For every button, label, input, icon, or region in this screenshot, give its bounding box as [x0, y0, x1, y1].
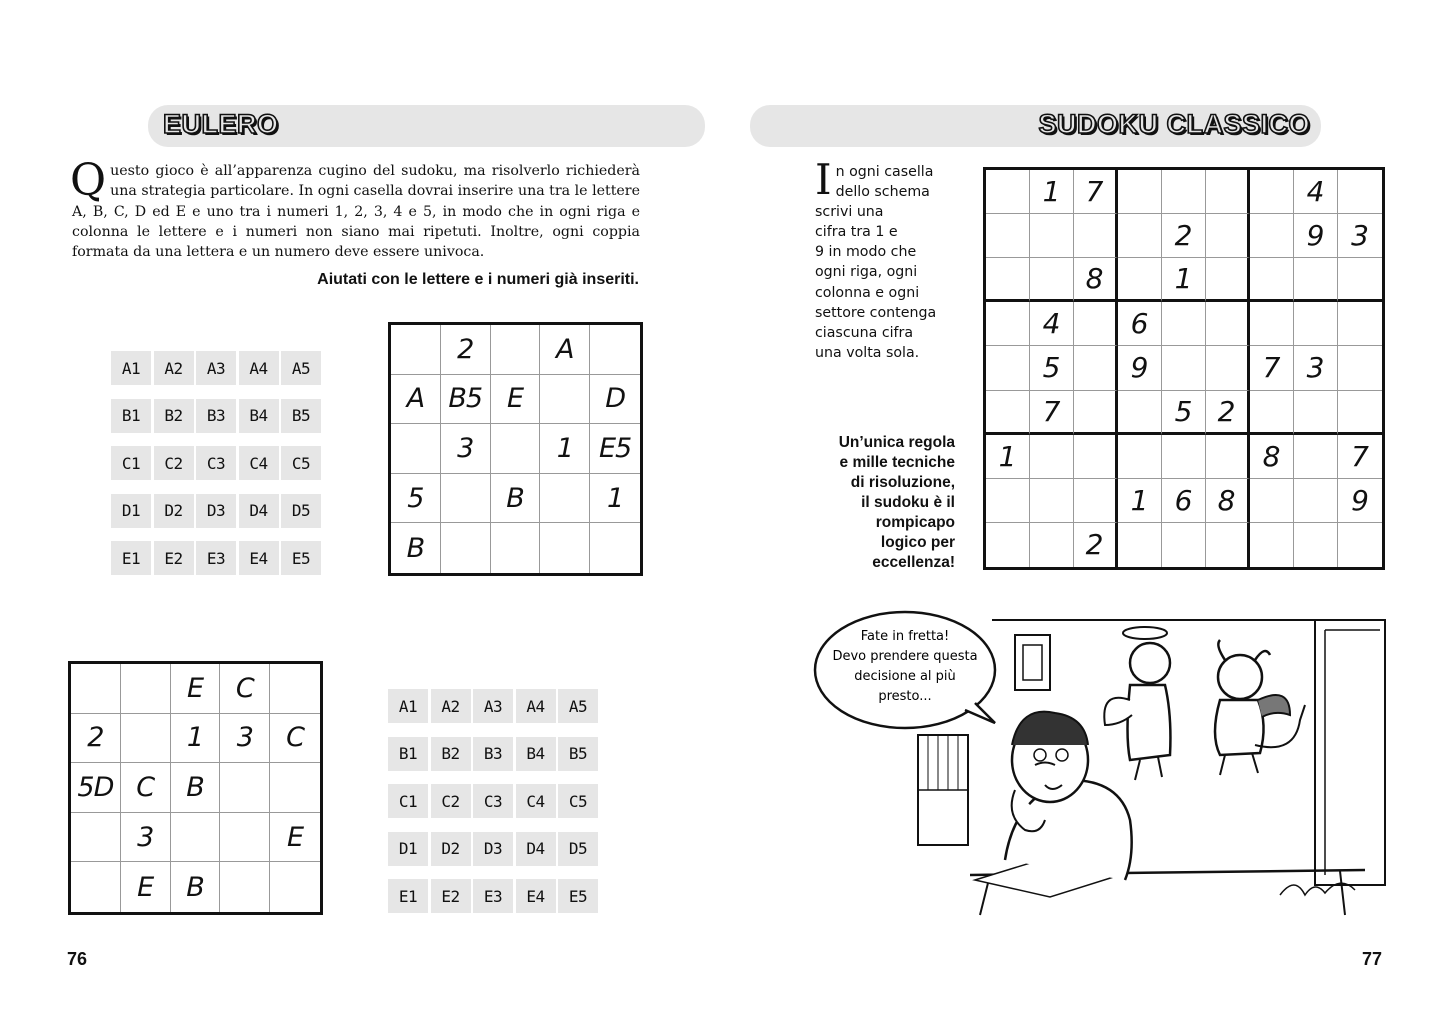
speech-line: Fate in fretta!: [860, 629, 950, 644]
sudoku-cell[interactable]: 1: [986, 435, 1030, 479]
sudoku-cell[interactable]: [1030, 214, 1074, 258]
reference-pair-cell: A5: [281, 351, 321, 385]
eulero-cell[interactable]: [71, 664, 121, 714]
eulero-cell[interactable]: 1: [171, 714, 221, 764]
sudoku-cell[interactable]: [1074, 214, 1118, 258]
reference-pair-cell: E5: [558, 879, 598, 913]
instruction-line: ogni riga, ogni: [815, 264, 918, 281]
eulero-cell[interactable]: A: [540, 325, 590, 375]
sudoku-cell[interactable]: 2: [1162, 214, 1206, 258]
eulero-cell[interactable]: C: [220, 664, 270, 714]
reference-pair-cell: B3: [473, 737, 513, 771]
sudoku-cell[interactable]: [1250, 391, 1294, 435]
reference-pair-cell: E3: [196, 541, 236, 575]
sudoku-cell[interactable]: [1118, 258, 1162, 302]
eulero-cell[interactable]: 5D: [71, 763, 121, 813]
reference-pair-cell: C3: [196, 446, 236, 480]
sudoku-cell[interactable]: [1338, 346, 1382, 390]
eulero-cell[interactable]: E: [491, 375, 541, 425]
reference-pair-cell: A1: [388, 689, 428, 723]
eulero-cell[interactable]: 3: [441, 424, 491, 474]
reference-pair-cell: C2: [431, 784, 471, 818]
cartoon-illustration: [800, 605, 1400, 920]
eulero-cell[interactable]: [540, 523, 590, 573]
intro-body: uesto gioco è all’apparenza cugino del sudoku, ma risolverlo richiederà una strategia particolare. In ogni casella dovrai inserire una tra le lettere A, B, C, D ed E e uno tra i numeri 1, 2, 3, 4 e 5, in modo che in ogni riga e colonna le lettere e i numeri non siano mai ripetuti. Inoltre, ogni coppia formata da una lettera e un numero deve essere univoca.: [72, 163, 640, 261]
eulero-cell[interactable]: E: [171, 664, 221, 714]
instruction-line: cifra tra 1 e: [815, 224, 898, 241]
eulero-cell[interactable]: E: [121, 862, 171, 912]
sudoku-cell[interactable]: 3: [1294, 346, 1338, 390]
eulero-hint: Aiutati con le lettere e i numeri già inseriti.: [317, 271, 639, 288]
eulero-cell[interactable]: [171, 813, 221, 863]
sudoku-cell[interactable]: [1118, 391, 1162, 435]
reference-pair-cell: D2: [154, 494, 194, 528]
sudoku-cell[interactable]: [1162, 302, 1206, 346]
reference-pair-cell: A5: [558, 689, 598, 723]
sudoku-cell[interactable]: [986, 523, 1030, 567]
reference-pair-cell: E1: [388, 879, 428, 913]
tagline-line: di risoluzione,: [850, 474, 955, 491]
tagline-line: logico per: [880, 534, 955, 551]
reference-pair-cell: B1: [111, 399, 151, 433]
sudoku-cell[interactable]: [1118, 170, 1162, 214]
eulero-cell[interactable]: C: [270, 714, 320, 764]
sudoku-cell[interactable]: [1250, 214, 1294, 258]
sudoku-cell[interactable]: [1250, 170, 1294, 214]
sudoku-cell[interactable]: [1162, 346, 1206, 390]
tagline-line: il sudoku è il: [861, 494, 955, 511]
sudoku-cell[interactable]: 8: [1206, 479, 1250, 523]
eulero-cell[interactable]: 2: [71, 714, 121, 764]
sudoku-dropcap: I: [815, 155, 832, 204]
sudoku-cell[interactable]: [1250, 258, 1294, 302]
right-page-title: SUDOKU CLASSICO: [1038, 109, 1310, 139]
eulero-cell[interactable]: [590, 325, 640, 375]
sudoku-cell[interactable]: [1074, 435, 1118, 479]
sudoku-grid: [983, 167, 1385, 570]
eulero-intro: [70, 155, 640, 262]
sudoku-cell[interactable]: [1294, 435, 1338, 479]
reference-pair-cell: E2: [154, 541, 194, 575]
sudoku-instructions: [815, 155, 975, 363]
reference-pair-cell: A3: [196, 351, 236, 385]
reference-pair-cell: A4: [516, 689, 556, 723]
sudoku-cell[interactable]: [1162, 170, 1206, 214]
sudoku-cell[interactable]: [1294, 479, 1338, 523]
sudoku-cell[interactable]: 5: [1162, 391, 1206, 435]
eulero-cell[interactable]: 1: [590, 474, 640, 524]
sudoku-cell[interactable]: [1206, 170, 1250, 214]
page-number-left: 76: [67, 949, 88, 969]
eulero-grid-2: [68, 661, 323, 915]
sudoku-cell[interactable]: 2: [1074, 523, 1118, 567]
reference-pair-cell: A3: [473, 689, 513, 723]
eulero-cell[interactable]: [491, 523, 541, 573]
eulero-cell[interactable]: [441, 474, 491, 524]
speech-line: decisione al più: [854, 669, 956, 684]
sudoku-cell[interactable]: 8: [1250, 435, 1294, 479]
eulero-cell[interactable]: C: [121, 763, 171, 813]
sudoku-cell[interactable]: [1294, 258, 1338, 302]
eulero-cell[interactable]: [391, 325, 441, 375]
instruction-line: settore contenga: [815, 304, 937, 321]
eulero-cell[interactable]: 3: [220, 714, 270, 764]
eulero-cell[interactable]: E5: [590, 424, 640, 474]
sudoku-cell[interactable]: 9: [1294, 214, 1338, 258]
sudoku-cell[interactable]: [1030, 435, 1074, 479]
left-page-title: EULERO: [163, 109, 279, 139]
sudoku-cell[interactable]: [1206, 523, 1250, 567]
reference-pair-cell: D1: [111, 494, 151, 528]
reference-pair-cell: C1: [388, 784, 428, 818]
eulero-cell[interactable]: [491, 325, 541, 375]
eulero-cell[interactable]: [540, 375, 590, 425]
sudoku-cell[interactable]: [1074, 302, 1118, 346]
tagline-line: rompicapo: [875, 514, 955, 531]
reference-pair-cell: B5: [558, 737, 598, 771]
sudoku-cell[interactable]: [986, 391, 1030, 435]
sudoku-cell[interactable]: [1250, 523, 1294, 567]
sudoku-cell[interactable]: 1: [1030, 170, 1074, 214]
eulero-cell[interactable]: [121, 664, 171, 714]
reference-pair-cell: C4: [516, 784, 556, 818]
sudoku-cell[interactable]: [1250, 479, 1294, 523]
eulero-cell[interactable]: [391, 424, 441, 474]
reference-pair-cell: B1: [388, 737, 428, 771]
reference-pair-cell: B3: [196, 399, 236, 433]
eulero-cell[interactable]: B5: [441, 375, 491, 425]
sudoku-cell[interactable]: [1206, 214, 1250, 258]
sudoku-cell[interactable]: [1206, 302, 1250, 346]
reference-pair-cell: E1: [111, 541, 151, 575]
sudoku-cell[interactable]: 7: [1250, 346, 1294, 390]
tagline-line: Un’unica regola: [838, 434, 955, 451]
sudoku-cell[interactable]: 7: [1074, 170, 1118, 214]
sudoku-cell[interactable]: [1074, 479, 1118, 523]
instruction-line: 9 in modo che: [815, 244, 917, 261]
reference-pair-cell: D3: [473, 832, 513, 866]
reference-pairs-2: [388, 689, 598, 913]
eulero-cell[interactable]: B: [171, 763, 221, 813]
sudoku-cell[interactable]: 9: [1338, 479, 1382, 523]
instruction-line: colonna e ogni: [815, 284, 920, 301]
sudoku-cell[interactable]: 4: [1030, 302, 1074, 346]
speech-line: Devo prendere questa: [832, 649, 978, 664]
eulero-cell[interactable]: [270, 862, 320, 912]
reference-pair-cell: E4: [239, 541, 279, 575]
eulero-cell[interactable]: [441, 523, 491, 573]
sudoku-cell[interactable]: [1206, 346, 1250, 390]
sudoku-cell[interactable]: [1338, 523, 1382, 567]
reference-pair-cell: A4: [239, 351, 279, 385]
reference-pair-cell: E4: [516, 879, 556, 913]
eulero-cell[interactable]: [270, 763, 320, 813]
reference-pair-cell: D5: [558, 832, 598, 866]
sudoku-cell[interactable]: 7: [1338, 435, 1382, 479]
sudoku-cell[interactable]: 7: [1030, 391, 1074, 435]
tagline-line: eccellenza!: [872, 554, 955, 571]
sudoku-cell[interactable]: 3: [1338, 214, 1382, 258]
eulero-cell[interactable]: 1: [540, 424, 590, 474]
sudoku-cell[interactable]: 5: [1030, 346, 1074, 390]
sudoku-cell[interactable]: 6: [1118, 302, 1162, 346]
reference-pair-cell: D3: [196, 494, 236, 528]
instruction-line: n ogni casella: [835, 164, 934, 180]
eulero-cell[interactable]: [71, 862, 121, 912]
reference-pair-cell: C5: [281, 446, 321, 480]
sudoku-cell[interactable]: 2: [1206, 391, 1250, 435]
eulero-cell[interactable]: [540, 474, 590, 524]
eulero-cell[interactable]: E: [270, 813, 320, 863]
sudoku-cell[interactable]: 9: [1118, 346, 1162, 390]
eulero-cell[interactable]: D: [590, 375, 640, 425]
eulero-cell[interactable]: [220, 763, 270, 813]
sudoku-cell[interactable]: [1118, 435, 1162, 479]
reference-pair-cell: E2: [431, 879, 471, 913]
reference-pair-cell: C2: [154, 446, 194, 480]
reference-pair-cell: D1: [388, 832, 428, 866]
sudoku-cell[interactable]: [1118, 523, 1162, 567]
reference-pair-cell: A2: [431, 689, 471, 723]
eulero-cell[interactable]: 2: [441, 325, 491, 375]
reference-pair-cell: A1: [111, 351, 151, 385]
reference-pair-cell: B5: [281, 399, 321, 433]
eulero-cell[interactable]: [491, 424, 541, 474]
sudoku-cell[interactable]: [1162, 435, 1206, 479]
sudoku-cell[interactable]: [1294, 523, 1338, 567]
eulero-cell[interactable]: A: [391, 375, 441, 425]
sudoku-cell[interactable]: [986, 479, 1030, 523]
reference-pair-cell: A2: [154, 351, 194, 385]
reference-pair-cell: B4: [516, 737, 556, 771]
reference-pair-cell: D2: [431, 832, 471, 866]
sudoku-cell[interactable]: [986, 214, 1030, 258]
sudoku-cell[interactable]: [1338, 391, 1382, 435]
sudoku-cell[interactable]: [986, 258, 1030, 302]
instruction-line: scrivi una: [815, 204, 884, 221]
eulero-cell[interactable]: 3: [121, 813, 171, 863]
reference-pair-cell: C1: [111, 446, 151, 480]
sudoku-cell[interactable]: [986, 346, 1030, 390]
instruction-line: una volta sola.: [815, 344, 920, 361]
eulero-cell[interactable]: [590, 523, 640, 573]
instruction-line: ciascuna cifra: [815, 324, 914, 341]
eulero-cell[interactable]: B: [391, 523, 441, 573]
eulero-cell[interactable]: B: [171, 862, 221, 912]
eulero-cell[interactable]: [71, 813, 121, 863]
sudoku-tagline: [785, 433, 955, 573]
sudoku-cell[interactable]: 1: [1162, 258, 1206, 302]
sudoku-cell[interactable]: [1162, 523, 1206, 567]
reference-pair-cell: D4: [239, 494, 279, 528]
reference-pair-cell: E5: [281, 541, 321, 575]
eulero-grid-1: [388, 322, 643, 576]
sudoku-cell[interactable]: [1030, 523, 1074, 567]
sudoku-cell[interactable]: [1030, 479, 1074, 523]
sudoku-cell[interactable]: [1074, 391, 1118, 435]
sudoku-cell[interactable]: [1294, 302, 1338, 346]
sudoku-instruction-lines: [815, 155, 975, 363]
eulero-cell[interactable]: 5: [391, 474, 441, 524]
sudoku-cell[interactable]: [1250, 302, 1294, 346]
page-number-right: 77: [1362, 949, 1383, 969]
sudoku-cell[interactable]: 8: [1074, 258, 1118, 302]
sudoku-cell[interactable]: [1030, 258, 1074, 302]
sudoku-cell[interactable]: [986, 302, 1030, 346]
reference-pair-cell: D4: [516, 832, 556, 866]
sudoku-cell[interactable]: [1206, 435, 1250, 479]
intro-dropcap: Q: [70, 155, 107, 206]
sudoku-cell[interactable]: [1338, 170, 1382, 214]
sudoku-cell[interactable]: 4: [1294, 170, 1338, 214]
instruction-line: dello schema: [835, 184, 930, 201]
eulero-cell[interactable]: [121, 714, 171, 764]
reference-pair-cell: C4: [239, 446, 279, 480]
reference-pair-cell: D5: [281, 494, 321, 528]
sudoku-cell[interactable]: [1206, 258, 1250, 302]
reference-pairs-1: [111, 351, 321, 575]
sudoku-cell[interactable]: [1338, 258, 1382, 302]
sudoku-cell[interactable]: 1: [1118, 479, 1162, 523]
eulero-cell[interactable]: [220, 862, 270, 912]
eulero-cell[interactable]: [270, 664, 320, 714]
eulero-cell[interactable]: [220, 813, 270, 863]
reference-pair-cell: B2: [431, 737, 471, 771]
eulero-cell[interactable]: B: [491, 474, 541, 524]
sudoku-cell[interactable]: [1338, 302, 1382, 346]
reference-pair-cell: B2: [154, 399, 194, 433]
tagline-line: e mille tecniche: [839, 454, 955, 471]
speech-line: presto...: [878, 689, 932, 704]
reference-pair-cell: C5: [558, 784, 598, 818]
reference-pair-cell: B4: [239, 399, 279, 433]
sudoku-cell[interactable]: 6: [1162, 479, 1206, 523]
sudoku-cell[interactable]: [1074, 346, 1118, 390]
sudoku-cell[interactable]: [1118, 214, 1162, 258]
sudoku-cell[interactable]: [986, 170, 1030, 214]
reference-pair-cell: C3: [473, 784, 513, 818]
reference-pair-cell: E3: [473, 879, 513, 913]
sudoku-cell[interactable]: [1294, 391, 1338, 435]
